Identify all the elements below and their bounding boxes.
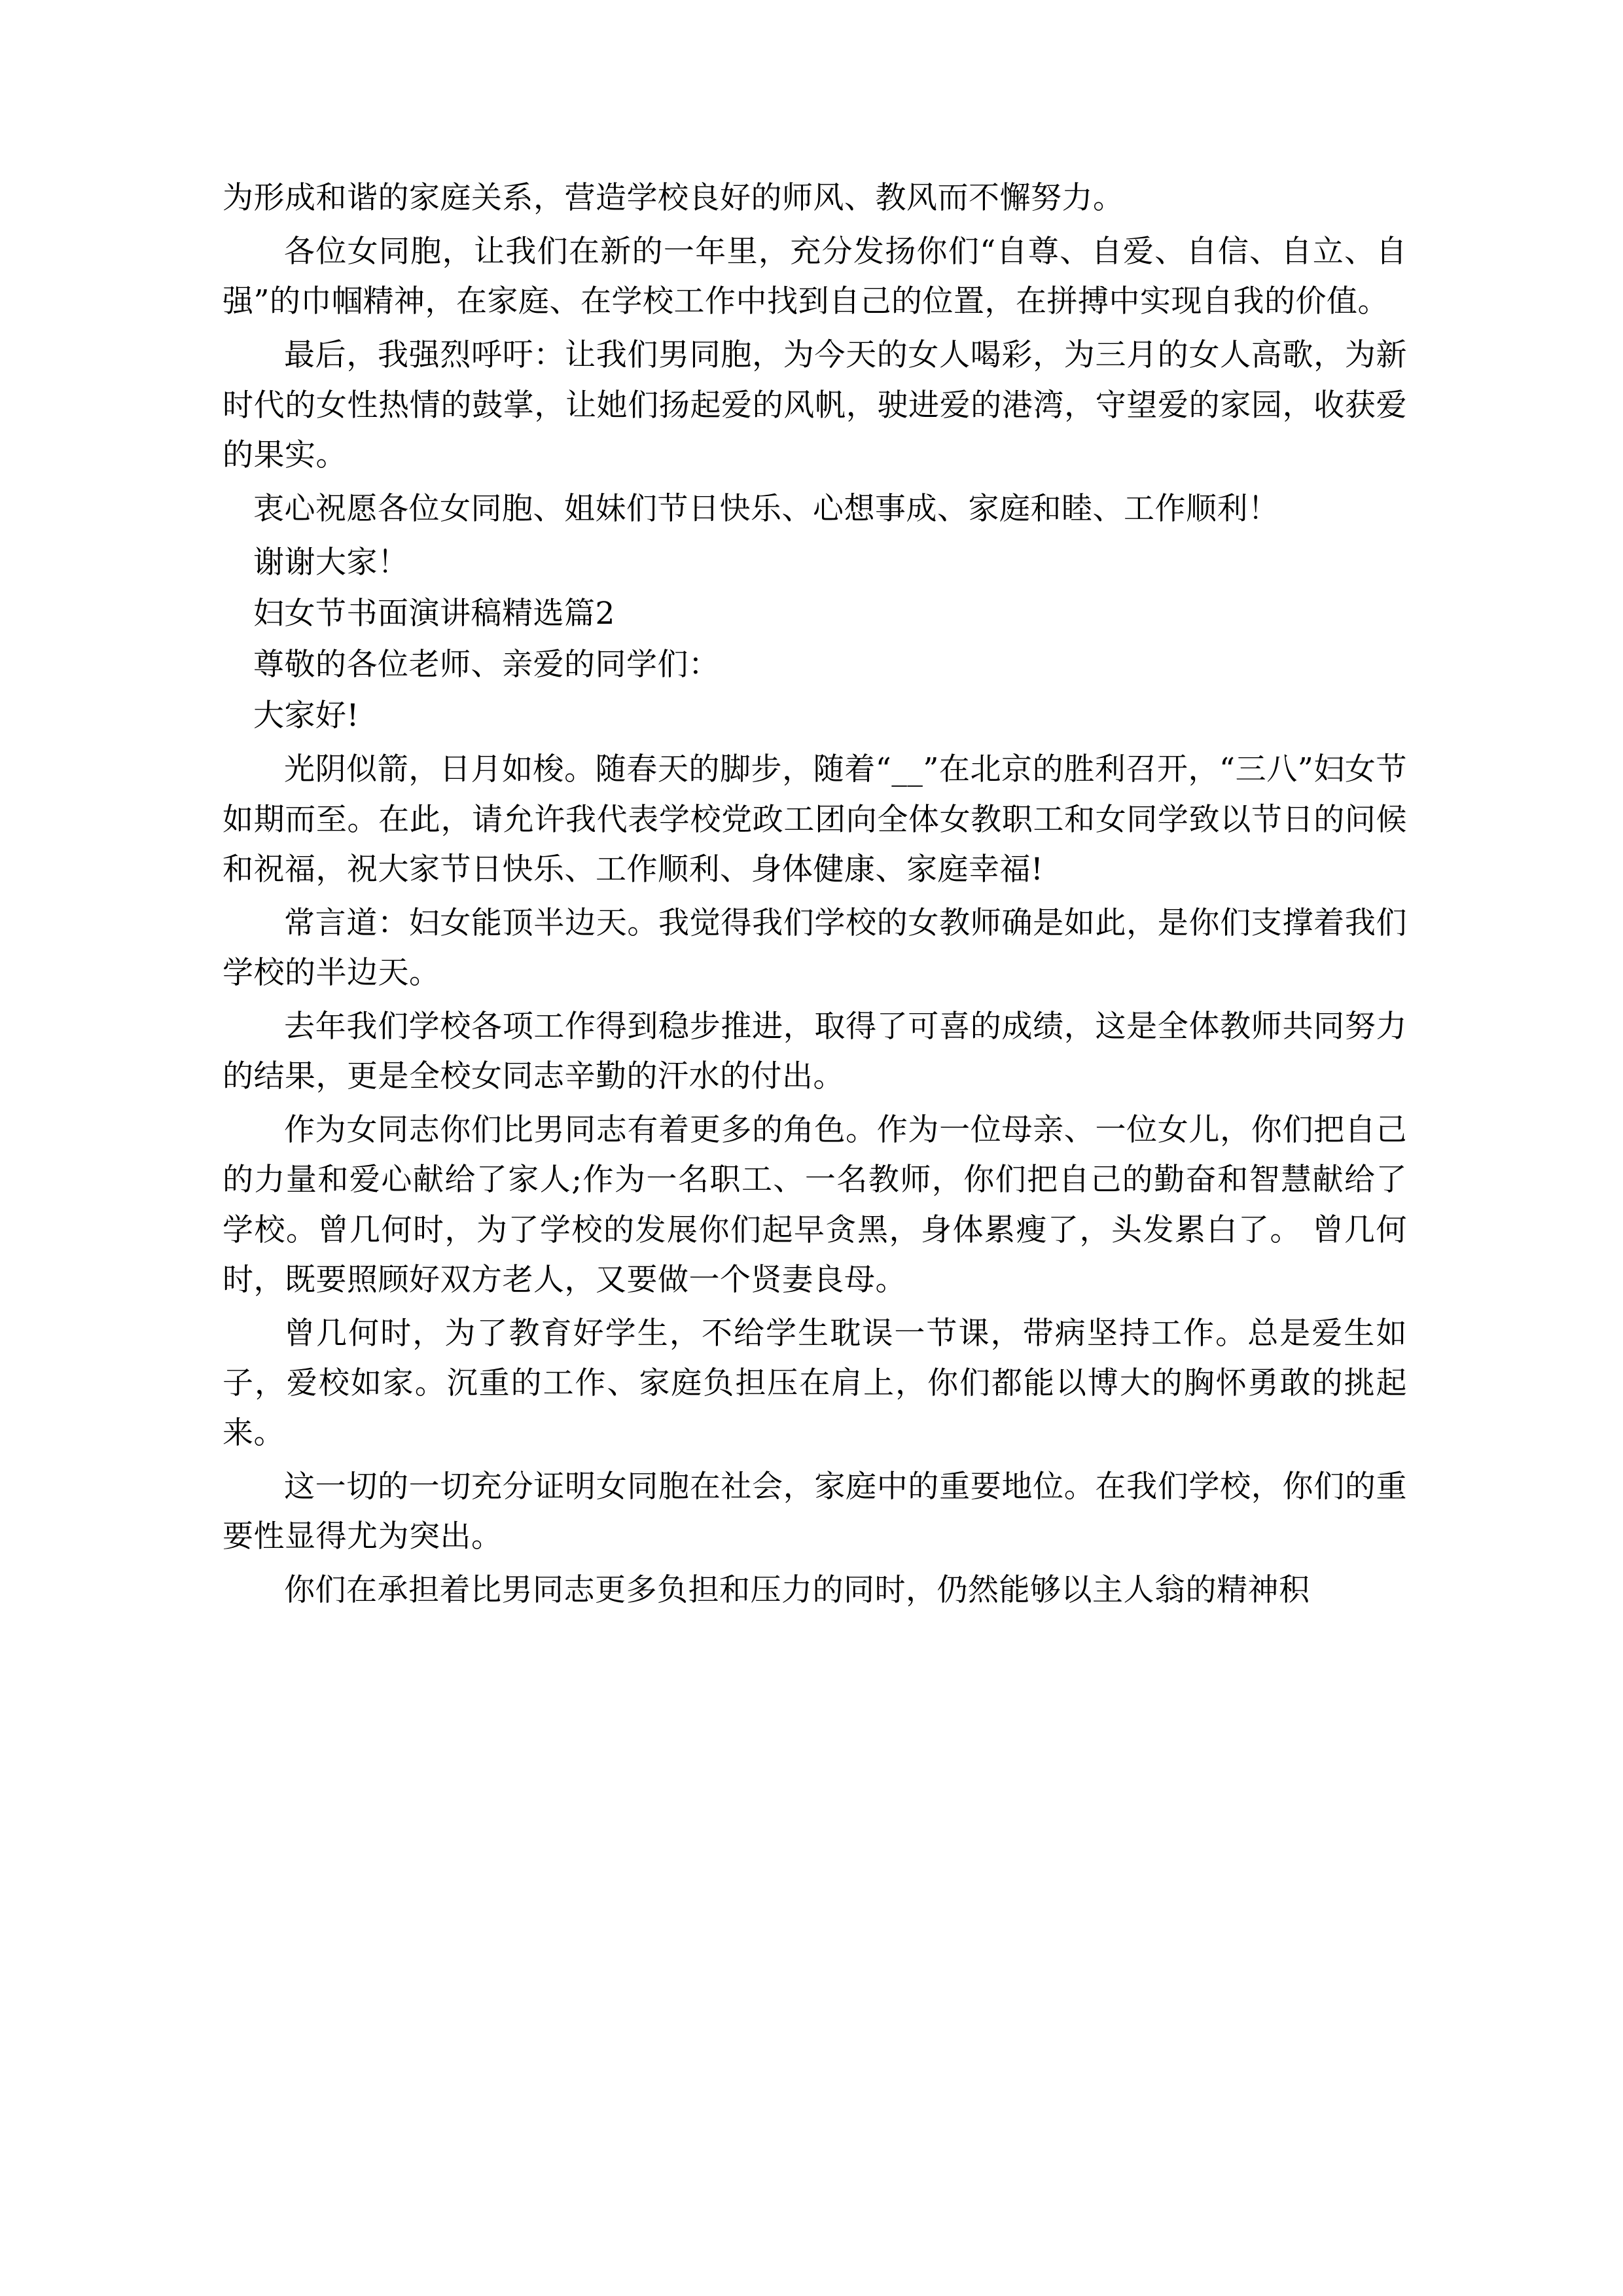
paragraph: 尊敬的各位老师、亲爱的同学们： <box>253 647 720 683</box>
paragraph: 去年我们学校各项工作得到稳步推进，取得了可喜的成绩，这是全体教师共同努力的结果，更是全校女同志辛勤的汗水的付出。 <box>223 1009 1407 1095</box>
paragraph: 作为女同志你们比男同志有着更多的角色。作为一位母亲、一位女儿，你们把自己的力量和爱心献给了家人;作为一名职工、一名教师，你们把自己的勤奋和智慧献给了学校。曾几何时，为了学校的发展你们起早贪黑，身体累瘦了，头发累白了。 曾几何时，既要照顾好双方老人，又要做一个贤妻良母。 <box>223 1112 1407 1298</box>
paragraph: 为形成和谐的家庭关系，营造学校良好的师风、教风而不懈努力。 <box>223 180 1124 216</box>
paragraph: 光阴似箭，日月如梭。随春天的脚步，随着“__”在北京的胜利召开，“三八”妇女节如期而至。在此，请允许我代表学校党政工团向全体女教职工和女同学致以节日的问候和祝福，祝大家节日快乐、工作顺利、身体健康、家庭幸福! <box>223 751 1407 888</box>
paragraph: 各位女同胞，让我们在新的一年里，充分发扬你们“自尊、自爱、自信、自立、自强”的巾帼精神，在家庭、在学校工作中找到自己的位置，在拼搏中实现自我的价值。 <box>223 234 1407 320</box>
paragraph: 你们在承担着比男同志更多负担和压力的同时，仍然能够以主人翁的精神积 <box>284 1572 1310 1609</box>
document-body <box>223 173 1407 1620</box>
paragraph: 曾几何时，为了教育好学生，不给学生耽误一节课，带病坚持工作。总是爱生如子，爱校如家。沉重的工作、家庭负担压在肩上，你们都能以博大的胸怀勇敢的挑起来。 <box>223 1315 1407 1451</box>
paragraph: 常言道：妇女能顶半边天。我觉得我们学校的女教师确是如此，是你们支撑着我们学校的半边天。 <box>223 905 1407 991</box>
paragraph: 最后，我强烈呼吁：让我们男同胞，为今天的女人喝彩，为三月的女人高歌，为新时代的女性热情的鼓掌，让她们扬起爱的风帆，驶进爱的港湾，守望爱的家园，收获爱的果实。 <box>223 337 1407 473</box>
paragraph: 这一切的一切充分证明女同胞在社会，家庭中的重要地位。在我们学校，你们的重要性显得尤为突出。 <box>223 1469 1407 1555</box>
paragraph: 大家好! <box>253 698 359 734</box>
paragraph: 衷心祝愿各位女同胞、姐妹们节日快乐、心想事成、家庭和睦、工作顺利！ <box>253 490 1279 527</box>
paragraph: 谢谢大家！ <box>253 544 409 581</box>
section-heading: 妇女节书面演讲稿精选篇2 <box>253 596 615 632</box>
